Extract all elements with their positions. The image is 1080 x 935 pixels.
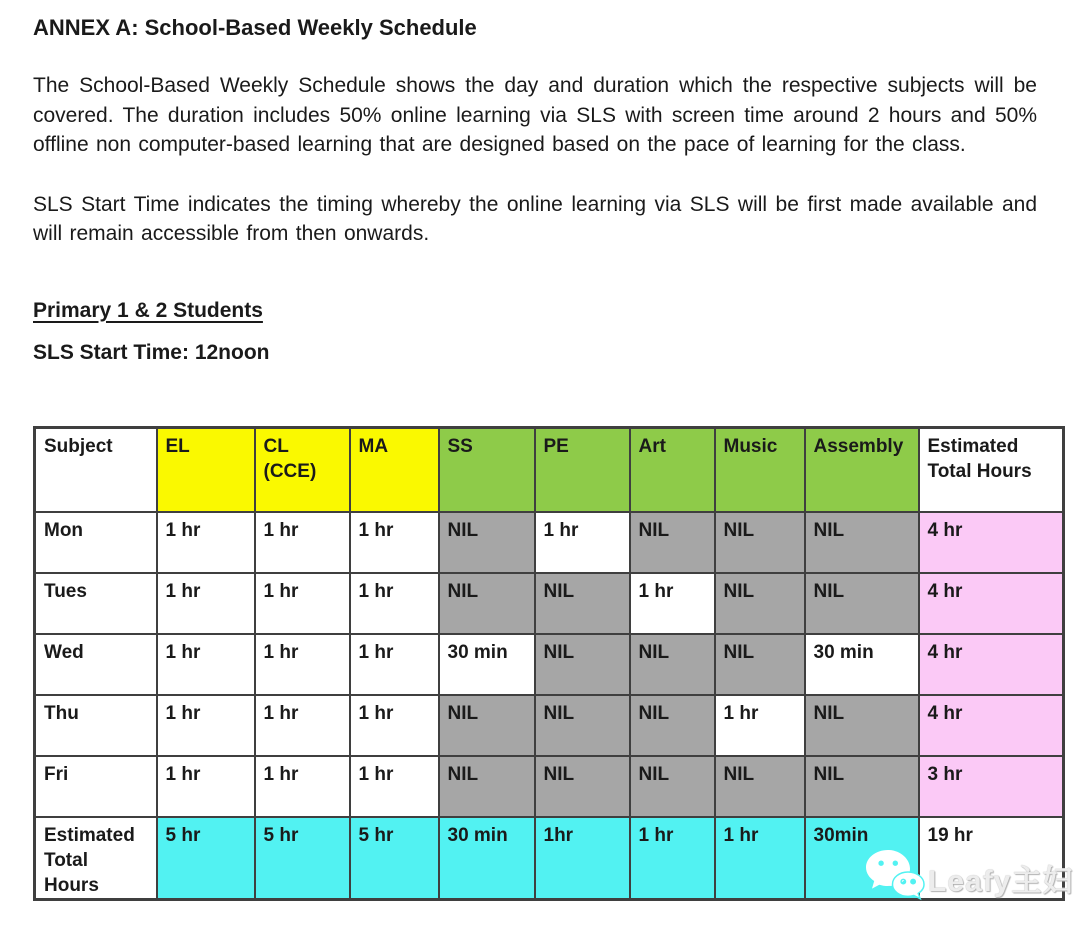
cell-tues-ma: 1 hr [350,573,439,634]
table-row-fri [35,756,1064,817]
cell-thu-pe: NIL [535,695,630,756]
cell-total-cl-cce: 5 hr [255,817,350,900]
cell-wed-estimated-total-hours: 4 hr [919,634,1064,695]
cell-mon-el: 1 hr [157,512,255,573]
cell-total-ma: 5 hr [350,817,439,900]
header-row [35,427,1064,512]
cell-thu-el: 1 hr [157,695,255,756]
section-heading: Primary 1 & 2 Students [33,298,263,322]
col-header-art: Art [630,427,715,512]
cell-wed-pe: NIL [535,634,630,695]
cell-mon-pe: 1 hr [535,512,630,573]
cell-fri-ss: NIL [439,756,535,817]
row-label-mon: Mon [35,512,157,573]
row-label-fri: Fri [35,756,157,817]
cell-tues-pe: NIL [535,573,630,634]
cell-fri-ma: 1 hr [350,756,439,817]
page-title: ANNEX A: School-Based Weekly Schedule [33,15,477,40]
col-header-pe: PE [535,427,630,512]
cell-fri-estimated-total-hours: 3 hr [919,756,1064,817]
intro-paragraph: The School-Based Weekly Schedule shows the day and duration which the respective subjects will be covered. The duration includes 50% online learning via SLS with screen time around 2 hours and 50% offline non computer-based learning that are designed based on the pace of learning for the class. [33,74,1037,156]
cell-total-pe: 1hr [535,817,630,900]
cell-mon-ma: 1 hr [350,512,439,573]
row-label-total: Estimated Total Hours [35,817,157,900]
cell-total-el: 5 hr [157,817,255,900]
table-row-mon [35,512,1064,573]
cell-mon-assembly: NIL [805,512,919,573]
cell-mon-music: NIL [715,512,805,573]
wechat-icon [864,849,926,905]
cell-mon-art: NIL [630,512,715,573]
cell-fri-music: NIL [715,756,805,817]
cell-mon-cl-cce: 1 hr [255,512,350,573]
row-label-thu: Thu [35,695,157,756]
row-label-tues: Tues [35,573,157,634]
cell-thu-ma: 1 hr [350,695,439,756]
sls-note-paragraph: SLS Start Time indicates the timing whereby the online learning via SLS will be first made available and will remain accessible from then onwards. [33,192,1037,245]
col-header-music: Music [715,427,805,512]
cell-total-music: 1 hr [715,817,805,900]
watermark-brand-text: Leafy主妇 [928,865,1074,898]
cell-wed-art: NIL [630,634,715,695]
col-header-estimated-total-hours: Estimated Total Hours [919,427,1064,512]
table-row-tues [35,573,1064,634]
cell-total-ss: 30 min [439,817,535,900]
cell-tues-el: 1 hr [157,573,255,634]
cell-thu-estimated-total-hours: 4 hr [919,695,1064,756]
cell-tues-music: NIL [715,573,805,634]
col-header-ss: SS [439,427,535,512]
cell-tues-art: 1 hr [630,573,715,634]
col-header-assembly: Assembly [805,427,919,512]
cell-wed-assembly: 30 min [805,634,919,695]
table-body [35,512,1064,900]
col-header-subject: Subject [35,427,157,512]
cell-fri-cl-cce: 1 hr [255,756,350,817]
cell-thu-music: 1 hr [715,695,805,756]
row-label-wed: Wed [35,634,157,695]
col-header-el: EL [157,427,255,512]
cell-thu-ss: NIL [439,695,535,756]
cell-thu-art: NIL [630,695,715,756]
cell-tues-assembly: NIL [805,573,919,634]
cell-tues-estimated-total-hours: 4 hr [919,573,1064,634]
cell-total-estimated-total-hours: 19 hr [919,817,1064,900]
cell-fri-art: NIL [630,756,715,817]
cell-wed-cl-cce: 1 hr [255,634,350,695]
cell-wed-ma: 1 hr [350,634,439,695]
table-row-thu [35,695,1064,756]
table-row-wed [35,634,1064,695]
cell-total-assembly: 30min [805,817,919,900]
cell-thu-assembly: NIL [805,695,919,756]
cell-mon-ss: NIL [439,512,535,573]
col-header-ma: MA [350,427,439,512]
cell-total-art: 1 hr [630,817,715,900]
cell-mon-estimated-total-hours: 4 hr [919,512,1064,573]
cell-wed-music: NIL [715,634,805,695]
watermark [864,849,1073,905]
col-header-cl-cce: CL (CCE) [255,427,350,512]
cell-fri-pe: NIL [535,756,630,817]
sls-start-time: SLS Start Time: 12noon [33,340,270,364]
cell-fri-el: 1 hr [157,756,255,817]
cell-fri-assembly: NIL [805,756,919,817]
cell-tues-ss: NIL [439,573,535,634]
cell-wed-ss: 30 min [439,634,535,695]
cell-tues-cl-cce: 1 hr [255,573,350,634]
cell-thu-cl-cce: 1 hr [255,695,350,756]
cell-wed-el: 1 hr [157,634,255,695]
schedule-table [33,426,1065,902]
table-head [35,427,1064,512]
